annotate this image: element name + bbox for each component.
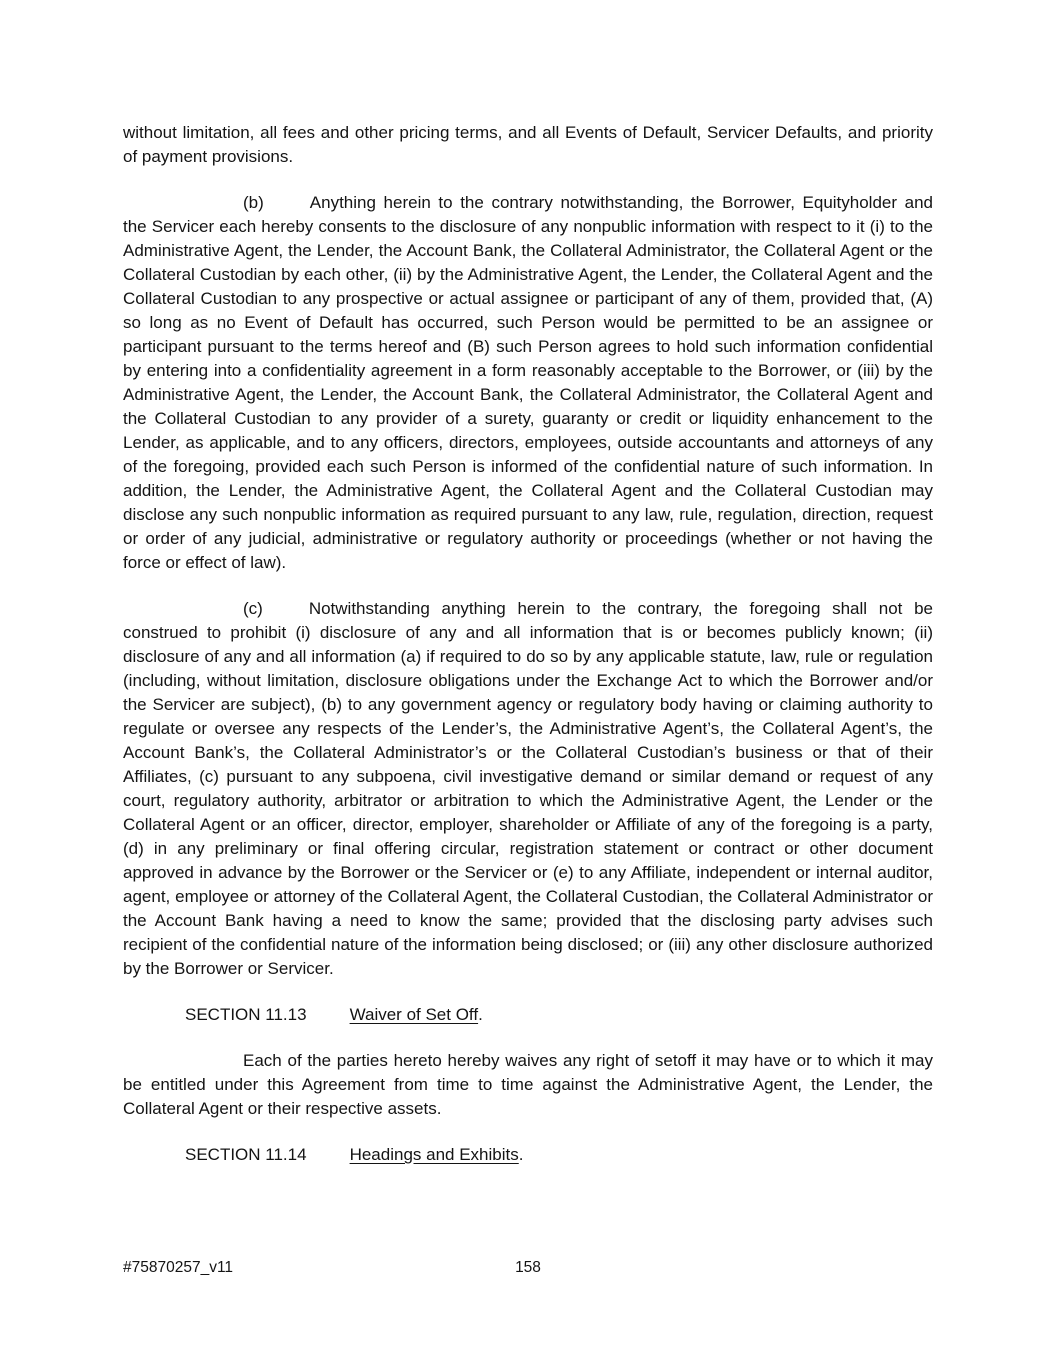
paragraph-c-text: Notwithstanding anything herein to the contrary, the foregoing shall not be construed to prohibit (i) disclosure of any and all information that is or becomes publicly known; (ii) disclosure of any and all information (a) if required to do so by any applicable statute, law, rule or regulation (including, without limitation, disclosure obligations under the Exchange Act to which the Borrower and/or the Servicer are subject), (b) to any government agency or regulatory body having or claiming authority to regulate or oversee any respects of the Lender’s, the Administrative Agent’s, the Collateral Agent’s, the Account Bank’s, the Collateral Administrator’s or the Collateral Custodian’s business or that of their Affiliates, (c) pursuant to any subpoena, civil investigative demand or similar demand or request of any court, regulatory authority, arbitrator or arbitration to which the Administrative Agent, the Lender or the Collateral Agent or an officer, director, employer, shareholder or Affiliate of any of the foregoing is a party, (d) in any preliminary or final offering circular, registration statement or contract or other document approved in advance by the Borrower or the Servicer or (e) to any Affiliate, independent or internal auditor, agent, employee or attorney of the Collateral Agent, the Collateral Custodian, the Collateral Administrator or the Account Bank having a need to know the same; provided that the disclosing party advises such recipient of the confidential nature of the information being disclosed; or (iii) any other disclosure authorized by the Borrower or Servicer.: [123, 599, 933, 978]
paragraph-c-label: (c): [243, 599, 263, 618]
section-11-13-title: Waiver of Set Off: [349, 1005, 479, 1024]
paragraph-setoff: Each of the parties hereto hereby waives any right of setoff it may have or to which it may be entitled under this Agreement from time to time against the Administrative Agent, the Lender, the Collateral Agent or their respective assets.: [123, 1051, 933, 1118]
section-11-13-number: SECTION 11.13: [185, 1005, 307, 1024]
paragraph-c: [123, 597, 933, 981]
section-11-13-period: .: [478, 1005, 483, 1024]
page-footer: [123, 1258, 933, 1278]
footer-doc-id: #75870257_v11: [123, 1259, 234, 1276]
section-11-14-number: SECTION 11.14: [185, 1145, 307, 1164]
footer-page-number: 158: [515, 1259, 541, 1276]
paragraph-continuation: without limitation, all fees and other pricing terms, and all Events of Default, Servicer Defaults, and priority of payment provisions.: [123, 123, 933, 166]
section-11-14-title: Headings and Exhibits: [349, 1145, 519, 1164]
section-heading-11-14: [123, 1143, 933, 1167]
document-body: [123, 121, 933, 1189]
section-heading-11-13: [123, 1003, 933, 1027]
section-11-14-period: .: [518, 1145, 524, 1164]
paragraph-b-label: (b): [243, 193, 264, 212]
paragraph-b: [123, 191, 933, 575]
paragraph-b-text: Anything herein to the contrary notwithstanding, the Borrower, Equityholder and the Servicer each hereby consents to the disclosure of any nonpublic information with respect to it (i) to the Administrative Agent, the Lender, the Account Bank, the Collateral Administrator, the Collateral Agent or the Collateral Custodian by each other, (ii) by the Administrative Agent, the Lender, the Collateral Agent and the Collateral Custodian to any prospective or actual assignee or participant of any of them, provided that, (A) so long as no Event of Default has occurred, such Person would be permitted to be an assignee or participant pursuant to the terms hereof and (B) such Person agrees to hold such information confidential by entering into a confidentiality agreement in a form reasonably acceptable to the Borrower, or (iii) by the Administrative Agent, the Lender, the Account Bank, the Collateral Administrator, the Collateral Agent and the Collateral Custodian to any provider of a surety, guaranty or credit or liquidity enhancement to the Lender, as applicable, and to any officers, directors, employees, outside accountants and attorneys of any of the foregoing, provided each such Person is informed of the confidential nature of such information. In addition, the Lender, the Administrative Agent, the Collateral Agent and the Collateral Custodian may disclose any such nonpublic information as required pursuant to any law, rule, regulation, direction, request or order of any judicial, administrative or regulatory authority or proceedings (whether or not having the force or effect of law).: [123, 193, 933, 572]
